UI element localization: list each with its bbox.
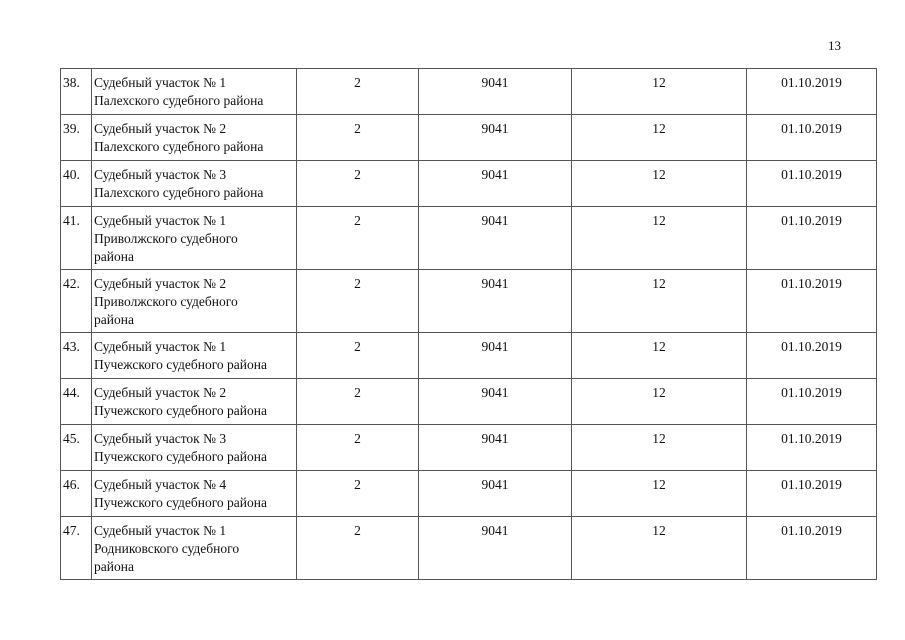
table-row <box>61 471 877 517</box>
value-col4: 9041 <box>419 471 572 517</box>
table-row <box>61 115 877 161</box>
court-section-name <box>92 207 297 270</box>
value-col4: 9041 <box>419 270 572 333</box>
date-value: 01.10.2019 <box>747 425 877 471</box>
value-col4: 9041 <box>419 207 572 270</box>
value-col4: 9041 <box>419 333 572 379</box>
court-section-name <box>92 425 297 471</box>
date-value: 01.10.2019 <box>747 115 877 161</box>
value-col4: 9041 <box>419 379 572 425</box>
court-section-name-line: Палехского судебного района <box>94 93 264 108</box>
court-sections-table <box>60 68 877 580</box>
table-row <box>61 161 877 207</box>
date-value: 01.10.2019 <box>747 333 877 379</box>
row-number: 45. <box>61 425 92 471</box>
court-section-name <box>92 161 297 207</box>
court-section-name <box>92 115 297 161</box>
court-section-name-line: Палехского судебного района <box>94 185 264 200</box>
value-col4: 9041 <box>419 115 572 161</box>
court-section-name-line: Пучежского судебного района <box>94 495 267 510</box>
value-col5: 12 <box>572 115 747 161</box>
date-value: 01.10.2019 <box>747 69 877 115</box>
value-col5: 12 <box>572 333 747 379</box>
table-row <box>61 207 877 270</box>
value-col5: 12 <box>572 69 747 115</box>
court-section-name-line: Пучежского судебного района <box>94 449 267 464</box>
table-row <box>61 379 877 425</box>
value-col5: 12 <box>572 379 747 425</box>
court-section-name-line: Пучежского судебного района <box>94 357 267 372</box>
court-section-name-line: Судебный участок № 4 <box>94 477 227 492</box>
row-number: 41. <box>61 207 92 270</box>
court-section-name-line: Приволжского судебного <box>94 231 238 246</box>
table-body <box>61 69 877 580</box>
value-col3: 2 <box>297 471 419 517</box>
date-value: 01.10.2019 <box>747 270 877 333</box>
value-col3: 2 <box>297 270 419 333</box>
value-col3: 2 <box>297 379 419 425</box>
value-col3: 2 <box>297 333 419 379</box>
value-col4: 9041 <box>419 69 572 115</box>
court-section-name <box>92 379 297 425</box>
date-value: 01.10.2019 <box>747 161 877 207</box>
value-col3: 2 <box>297 425 419 471</box>
court-section-name-line: Судебный участок № 2 <box>94 385 227 400</box>
court-section-name-line: Судебный участок № 1 <box>94 75 227 90</box>
row-number: 47. <box>61 517 92 580</box>
row-number: 39. <box>61 115 92 161</box>
court-section-name <box>92 517 297 580</box>
page-number: 13 <box>828 38 841 53</box>
row-number: 46. <box>61 471 92 517</box>
court-section-name-line: Приволжского судебного <box>94 294 238 309</box>
value-col4: 9041 <box>419 425 572 471</box>
value-col3: 2 <box>297 517 419 580</box>
court-section-name-line: Пучежского судебного района <box>94 403 267 418</box>
table-row <box>61 69 877 115</box>
value-col5: 12 <box>572 161 747 207</box>
table-row <box>61 333 877 379</box>
value-col5: 12 <box>572 425 747 471</box>
court-section-name-line: района <box>94 249 134 264</box>
value-col4: 9041 <box>419 517 572 580</box>
court-section-name <box>92 333 297 379</box>
row-number: 42. <box>61 270 92 333</box>
court-section-name-line: Судебный участок № 2 <box>94 121 227 136</box>
court-section-name-line: Судебный участок № 1 <box>94 339 227 354</box>
date-value: 01.10.2019 <box>747 207 877 270</box>
table-row <box>61 517 877 580</box>
court-section-name-line: Судебный участок № 1 <box>94 213 227 228</box>
row-number: 38. <box>61 69 92 115</box>
court-section-name-line: района <box>94 559 134 574</box>
value-col5: 12 <box>572 207 747 270</box>
value-col3: 2 <box>297 161 419 207</box>
table-row <box>61 425 877 471</box>
court-section-name-line: Судебный участок № 1 <box>94 523 227 538</box>
value-col5: 12 <box>572 471 747 517</box>
court-section-name-line: Судебный участок № 3 <box>94 431 227 446</box>
date-value: 01.10.2019 <box>747 471 877 517</box>
row-number: 43. <box>61 333 92 379</box>
court-section-name <box>92 69 297 115</box>
value-col3: 2 <box>297 115 419 161</box>
court-section-name <box>92 270 297 333</box>
court-section-name-line: района <box>94 312 134 327</box>
value-col3: 2 <box>297 207 419 270</box>
court-section-name <box>92 471 297 517</box>
table-row <box>61 270 877 333</box>
court-section-name-line: Судебный участок № 2 <box>94 276 227 291</box>
value-col5: 12 <box>572 270 747 333</box>
court-section-name-line: Родниковского судебного <box>94 541 240 556</box>
date-value: 01.10.2019 <box>747 379 877 425</box>
row-number: 44. <box>61 379 92 425</box>
value-col5: 12 <box>572 517 747 580</box>
row-number: 40. <box>61 161 92 207</box>
value-col3: 2 <box>297 69 419 115</box>
value-col4: 9041 <box>419 161 572 207</box>
date-value: 01.10.2019 <box>747 517 877 580</box>
court-section-name-line: Палехского судебного района <box>94 139 264 154</box>
court-section-name-line: Судебный участок № 3 <box>94 167 227 182</box>
